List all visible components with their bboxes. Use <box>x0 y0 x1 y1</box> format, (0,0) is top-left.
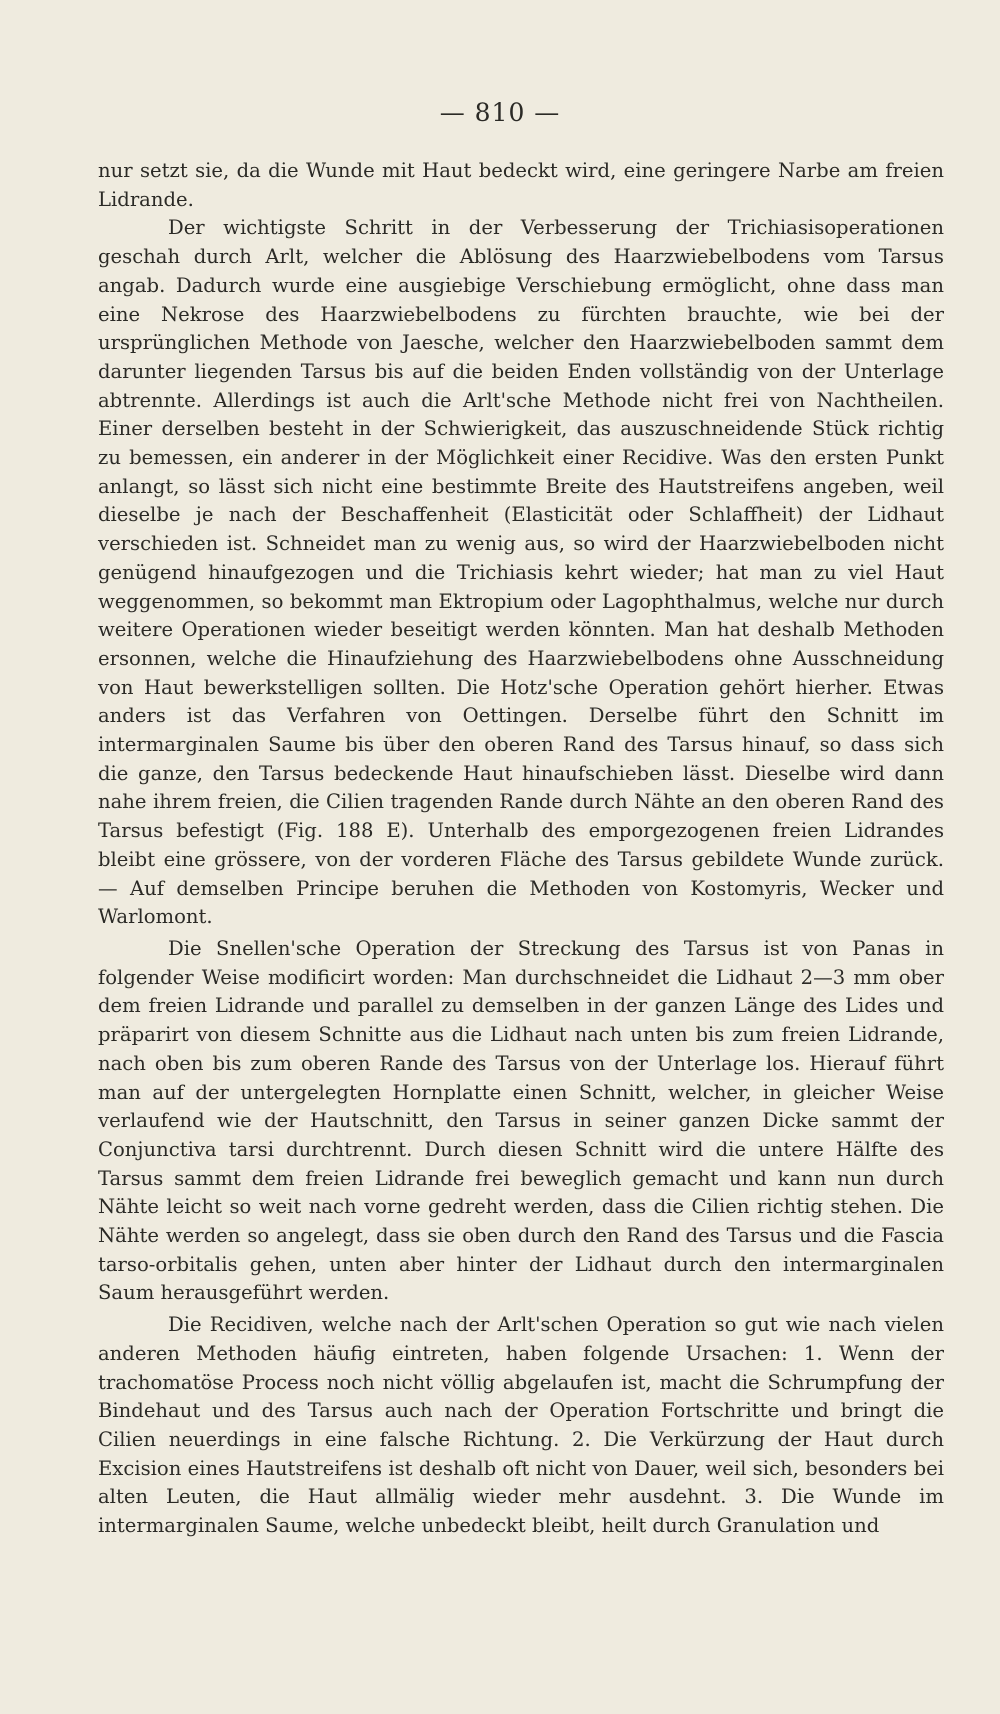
page-number: — 810 — <box>439 98 561 127</box>
body-text <box>98 157 944 1541</box>
paragraph-1: nur setzt sie, da die Wunde mit Haut bedeckt wird, eine geringere Narbe am freien Lidrande. <box>98 159 944 211</box>
paragraph-2: Der wichtigste Schritt in der Verbesserung der Trichiasisoperationen geschah durch Arlt, welcher die Ablösung des Haarzwiebelbodens vom Tarsus angab. Dadurch wurde eine ausgiebige Verschiebung ermöglicht, ohne dass man eine Nekrose des Haarzwiebelbodens zu fürchten brauchte, wie bei der ursprünglichen Methode von Jaesche, welcher den Haarzwiebelboden sammt dem darunter liegenden Tarsus bis auf die beiden Enden vollständig von der Unterlage abtrennte. Allerdings ist auch die Arlt'sche Methode nicht frei von Nachtheilen. Einer derselben besteht in der Schwierigkeit, das auszuschneidende Stück richtig zu bemessen, ein anderer in der Möglichkeit einer Recidive. Was den ersten Punkt anlangt, so lässt sich nicht eine bestimmte Breite des Hautstreifens angeben, weil dieselbe je nach der Beschaffenheit (Elasticität oder Schlaffheit) der Lidhaut verschieden ist. Schneidet man zu wenig aus, so wird der Haarzwiebelboden nicht genügend hinaufgezogen und die Trichiasis kehrt wieder; hat man zu viel Haut weggenommen, so bekommt man Ektropium oder Lagophthalmus, welche nur durch weitere Operationen wieder beseitigt werden könnten. Man hat deshalb Methoden ersonnen, welche die Hinaufziehung des Haarzwiebelbodens ohne Ausschneidung von Haut bewerkstelligen sollten. Die Hotz'sche Operation gehört hierher. Etwas anders ist das Verfahren von Oettingen. Derselbe führt den Schnitt im intermarginalen Saume bis über den oberen Rand des Tarsus hinauf, so dass sich die ganze, den Tarsus bedeckende Haut hinaufschieben lässt. Dieselbe wird dann nahe ihrem freien, die Cilien tragenden Rande durch Nähte an den oberen Rand des Tarsus befestigt (Fig. 188 E). Unterhalb des emporgezogenen freien Lidrandes bleibt eine grössere, von der vorderen Fläche des Tarsus gebildete Wunde zurück. — Auf demselben Principe beruhen die Methoden von Kostomyris, Wecker und Warlomont. <box>98 216 944 929</box>
paragraph-4: Die Recidiven, welche nach der Arlt'schen Operation so gut wie nach vielen anderen Methoden häufig eintreten, haben folgende Ursachen: 1. Wenn der trachomatöse Process noch nicht völlig abgelaufen ist, macht die Schrumpfung der Bindehaut und des Tarsus auch nach der Operation Fortschritte und bringt die Cilien neuerdings in eine falsche Richtung. 2. Die Verkürzung der Haut durch Excision eines Hautstreifens ist deshalb oft nicht von Dauer, weil sich, besonders bei alten Leuten, die Haut allmälig wieder mehr ausdehnt. 3. Die Wunde im intermarginalen Saume, welche unbedeckt bleibt, heilt durch Granulation und <box>98 1313 944 1538</box>
paragraph-3: Die Snellen'sche Operation der Streckung des Tarsus ist von Panas in folgender Weise modificirt worden: Man durchschneidet die Lidhaut 2—3 mm ober dem freien Lidrande und parallel zu demselben in der ganzen Länge des Lides und präparirt von diesem Schnitte aus die Lidhaut nach unten bis zum freien Lidrande, nach oben bis zum oberen Rande des Tarsus von der Unterlage los. Hierauf führt man auf der untergelegten Hornplatte einen Schnitt, welcher, in gleicher Weise verlaufend wie der Hautschnitt, den Tarsus in seiner ganzen Dicke sammt der Conjunctiva tarsi durchtrennt. Durch diesen Schnitt wird die untere Hälfte des Tarsus sammt dem freien Lidrande frei beweglich gemacht und kann nun durch Nähte leicht so weit nach vorne gedreht werden, dass die Cilien richtig stehen. Die Nähte werden so angelegt, dass sie oben durch den Rand des Tarsus und die Fascia tarso-orbitalis gehen, unten aber hinter der Lidhaut durch den intermarginalen Saum herausgeführt werden. <box>98 936 944 1305</box>
